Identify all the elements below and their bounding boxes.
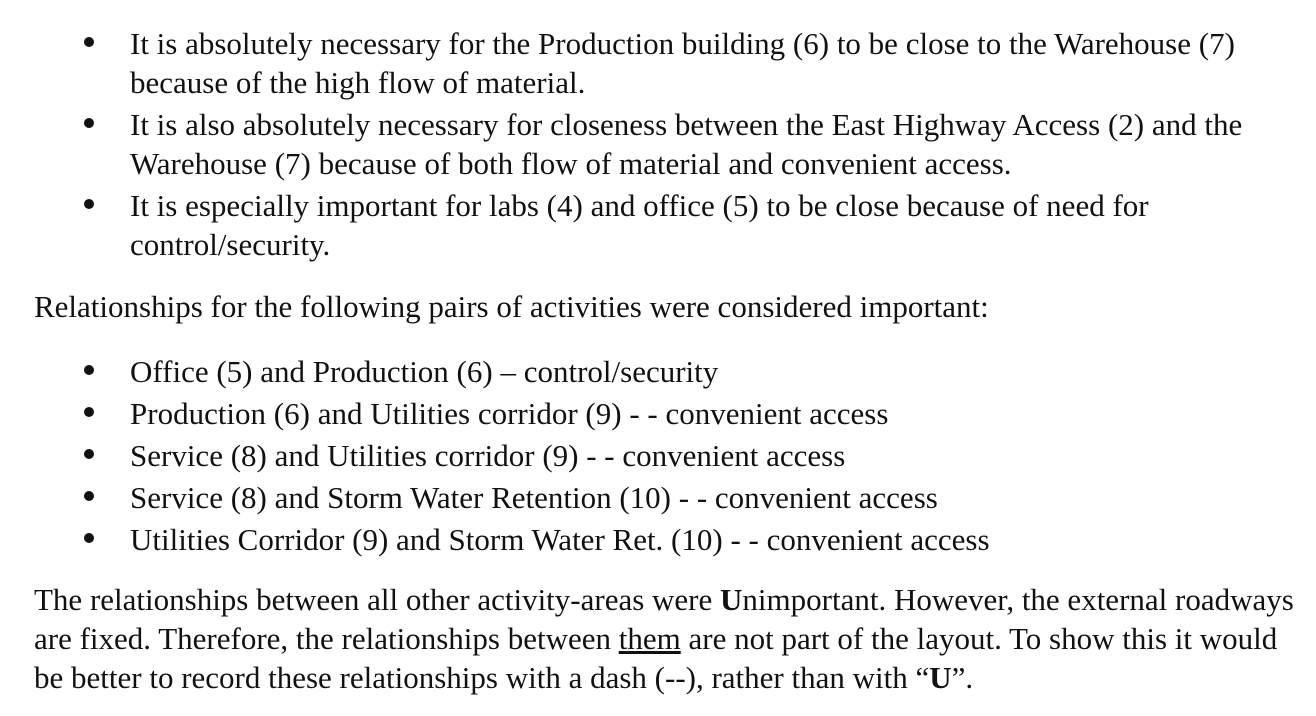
closing-text-1: The relationships between all other activity-areas were xyxy=(34,582,721,617)
list-item-text: Office (5) and Production (6) – control/security xyxy=(130,354,719,389)
important-relationships-list xyxy=(0,351,1300,561)
list-item-text: Production (6) and Utilities corridor (9) - - convenient access xyxy=(130,396,889,431)
list-item-text: Utilities Corridor (9) and Storm Water Ret. (10) - - convenient access xyxy=(130,522,990,557)
closing-underlined-them: them xyxy=(618,621,681,656)
closing-text-2: nimportant. However, the external roadways are fixed. Therefore, the relationships between xyxy=(34,582,1294,656)
bullet-icon xyxy=(84,519,94,561)
list-item-text: It is absolutely necessary for the Production building (6) to be close to the Warehouse (7) because of the high flow of material. xyxy=(130,26,1235,100)
bullet-icon xyxy=(84,477,94,519)
critical-relationships-list xyxy=(0,24,1300,267)
bullet-icon xyxy=(84,186,94,225)
closing-bold-u-quoted: U xyxy=(929,660,952,695)
bullet-icon xyxy=(84,393,94,435)
list-item xyxy=(0,519,1300,561)
list-item-text: It is also absolutely necessary for closeness between the East Highway Access (2) and the Warehouse (7) because of both flow of material and convenient access. xyxy=(130,107,1243,181)
list-item-text: Service (8) and Storm Water Retention (10) - - convenient access xyxy=(130,480,938,515)
closing-text-4: ”. xyxy=(951,660,974,695)
list-item-text: It is especially important for labs (4) and office (5) to be close because of need for control/security. xyxy=(130,188,1149,262)
bullet-icon xyxy=(84,435,94,477)
important-intro-paragraph: Relationships for the following pairs of activities were considered important: xyxy=(34,289,989,324)
list-item xyxy=(0,351,1300,393)
closing-bold-u: U xyxy=(720,582,743,617)
closing-text-3: are not part of the layout. To show this it would be better to record these relationships with a dash (--), rather than with “ xyxy=(34,621,1278,695)
list-item xyxy=(0,435,1300,477)
bullet-icon xyxy=(84,105,94,144)
list-item xyxy=(0,24,1300,102)
list-item xyxy=(0,477,1300,519)
list-item xyxy=(0,393,1300,435)
list-item xyxy=(0,186,1300,264)
list-item-text: Service (8) and Utilities corridor (9) - - convenient access xyxy=(130,438,846,473)
bullet-icon xyxy=(84,351,94,393)
bullet-icon xyxy=(84,24,94,63)
list-item xyxy=(0,105,1300,183)
closing-paragraph xyxy=(34,580,1304,697)
